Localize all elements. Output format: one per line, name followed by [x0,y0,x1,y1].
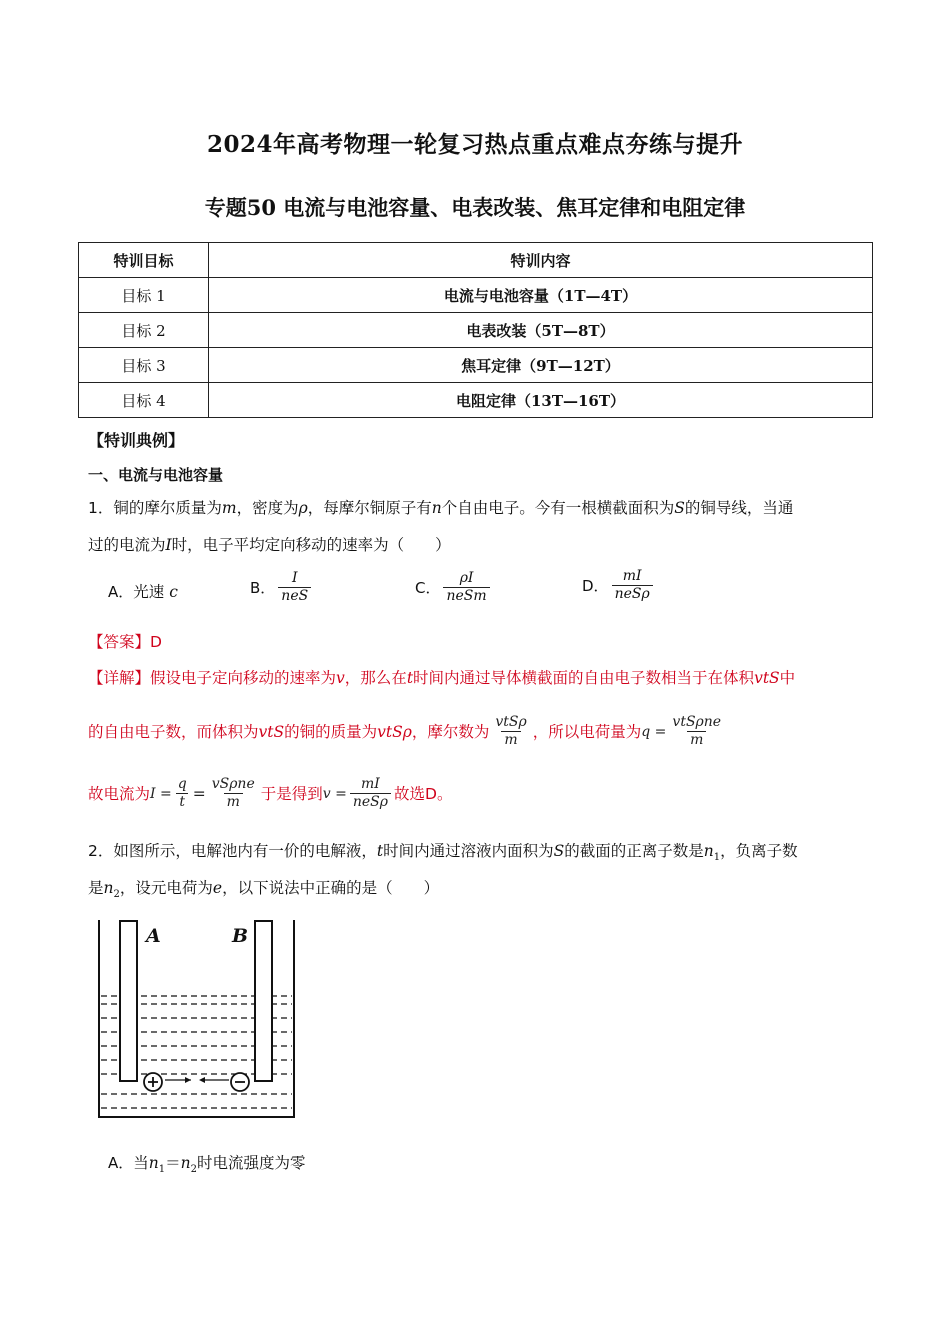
content-cell: 电阻定律（13T—16T） [209,383,873,418]
q1-detail-line3: 故电流为 I = $\frac{q}{t}$ = $\frac{\text{vSρne}}{m}$ 于是得到 v = $\frac{mI}{\text{neSρ}}$ 故选 D 。 [88,776,453,810]
q1-option-c[interactable]: C． $\frac{\rho I}{\text{neSm}}$ [415,570,493,605]
q1-line1: 1．铜的摩尔质量为m，密度为ρ，每摩尔铜原子有n个自由电子。今有一根横截面积为S的铜导线，当通 [88,499,794,517]
q2-line2: 是$n_2$，设元电荷为e，以下说法中正确的是（ ） [88,879,440,901]
table-row [79,383,873,418]
table-header-goal: 特训目标 [79,243,209,278]
q2-line1: 2．如图所示，电解池内有一价的电解液，t时间内通过溶液内面积为S的截面的正离子数是$n_1$，负离子数 [88,842,798,864]
fraction: $\frac{\text{vtSρ}}{m}$ [495,714,527,748]
electrode-b [255,921,272,1081]
goal-cell: 目标 2 [79,313,209,348]
goals-table [78,242,873,418]
electrode-b-label: B [232,925,249,947]
table-header-content: 特训内容 [209,243,873,278]
goal-cell: 目标 1 [79,278,209,313]
fraction: $\frac{\text{vSρne}}{m}$ [211,776,255,810]
positive-ion-icon [144,1073,162,1091]
q1-option-b[interactable]: B． $\frac{I}{\text{neS}}$ [250,570,314,605]
table-header-row [79,243,873,278]
fraction: $\frac{\rho I}{\text{neSm}}$ [443,570,489,605]
table-row [79,348,873,383]
q2-option-a[interactable]: A．当$n_1=n_2$时电流强度为零 [108,1154,306,1176]
fraction: $\frac{q}{t}$ [177,776,187,810]
q1-detail-line2: 的自由电子数，而体积为 vtS 的铜的质量为 vtSρ ，摩尔数为 $\frac{\text{vtSρ}}{m}$ ，所以电荷量为 q = $\frac{\text{vtSρne}}{m}$ [88,714,727,749]
goal-cell: 目标 4 [79,383,209,418]
table-row [79,313,873,348]
fraction: $\frac{I}{\text{neS}}$ [278,570,311,605]
fraction: $\frac{\text{vtSρne}}{m}$ [672,714,722,748]
q1-answer: 【答案】D [88,633,162,651]
electrode-a [120,921,137,1081]
goal-cell: 目标 3 [79,348,209,383]
fraction: $\frac{mI}{\text{neSρ}}$ [350,776,391,811]
examples-heading: 【特训典例】 [88,431,185,450]
fraction: $\frac{mI}{\text{neSρ}}$ [612,568,653,603]
electrode-a-label: A [146,925,161,947]
content-cell: 电流与电池容量（1T—4T） [209,278,873,313]
table-row [79,278,873,313]
q1-option-a[interactable]: A．光速 c [108,583,178,601]
q1-option-d[interactable]: D． $\frac{mI}{\text{neSρ}}$ [582,568,656,603]
content-cell: 焦耳定律（9T—12T） [209,348,873,383]
document-subtitle: 专题50 电流与电池容量、电表改装、焦耳定律和电阻定律 [204,195,746,220]
electrolysis-cell-figure [96,918,298,1122]
document-title: 2024年高考物理一轮复习热点重点难点夯练与提升 [206,131,743,158]
content-cell: 电表改装（5T—8T） [209,313,873,348]
section-heading: 一、电流与电池容量 [88,466,224,484]
q1-line2: 过的电流为I时，电子平均定向移动的速率为（ ） [88,536,451,554]
q1-detail-line1: 【详解】假设电子定向移动的速率为v，那么在t时间内通过导体横截面的自由电子数相当于在体积vtS中 [88,669,796,687]
negative-ion-icon [231,1073,249,1091]
